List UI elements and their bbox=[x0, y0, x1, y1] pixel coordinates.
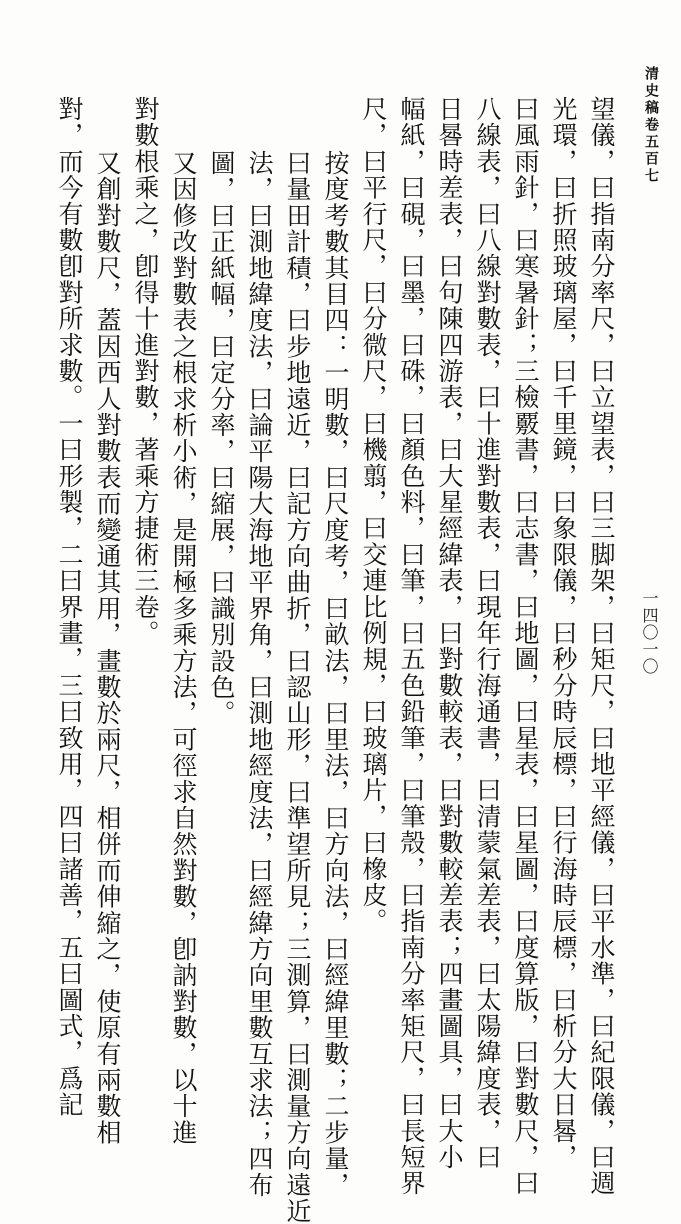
text-column: 法，曰測地緯度法，曰論平陽大海地平界角，曰測地經度法，曰經緯方向里數互求法；四布 bbox=[245, 150, 274, 1198]
text-column: 望儀，曰指南分率尺，曰立望表，曰三脚架，曰矩尺，曰地平經儀，曰平水準，曰紀限儀，曰週 bbox=[587, 96, 616, 1197]
text-column: 又因修改對數表之根求析小術，是開極多乘方法，可徑求自然對數，卽訥對數，以十進 bbox=[169, 150, 198, 1146]
text-column: 圖，曰正紙幅，曰定分率，曰縮展，曰識別設色。 bbox=[207, 150, 236, 727]
text-column: 曰量田計積，曰步地遠近，曰記方向曲折，曰認山形，曰準望所見；三測算，曰測量方向遠近 bbox=[283, 150, 312, 1224]
text-column: 按度考數其目四：一明數，曰尺度考，曰畝法，曰里法，曰方向法，曰經緯里數；二步量， bbox=[321, 150, 350, 1198]
text-column: 日晷時差表，曰句陳四游表，曰大星經緯表，曰對數較表，曰對數較差表；四畫圖具，曰大小 bbox=[435, 96, 464, 1171]
text-column: 幅紙，曰硯，曰墨，曰硃，曰顏色料，曰筆，曰五色鉛筆，曰筆殼，曰指南分率矩尺，曰長短界 bbox=[397, 96, 426, 1197]
text-column: 對，而今有數卽對所求數。一曰形製，二曰界畫，三曰致用，四曰諸善，五曰圖式，爲記 bbox=[55, 96, 84, 1118]
text-column: 光環，曰折照玻璃屋，曰千里鏡，曰象限儀，曰秒分時辰標，曰行海時辰標，曰析分大日晷， bbox=[549, 96, 578, 1171]
running-header: 清史稿卷五百七 bbox=[643, 66, 659, 185]
text-column: 又創對數尺，蓋因西人對數表而變通其用，畫數於兩尺，相併而伸縮之，使原有兩數相 bbox=[93, 150, 122, 1146]
text-column: 對數根乘之，卽得十進對數，著乘方捷術三卷。 bbox=[131, 96, 160, 647]
text-column: 尺，曰平行尺，曰分微尺，曰機翦，曰交連比例規，曰玻璃片，曰橡皮。 bbox=[359, 96, 388, 935]
text-column: 曰風雨針，曰寒暑針；三檢覈書，曰志書，曰地圖，曰星表，曰星圖，曰度算版，曰對數尺，曰 bbox=[511, 96, 540, 1197]
text-column: 八線表，曰八線對數表，曰十進對數表，曰現年行海通書，曰清蒙氣差表，曰太陽緯度表，曰 bbox=[473, 96, 502, 1171]
page-number: 一四〇一〇 bbox=[640, 590, 659, 675]
